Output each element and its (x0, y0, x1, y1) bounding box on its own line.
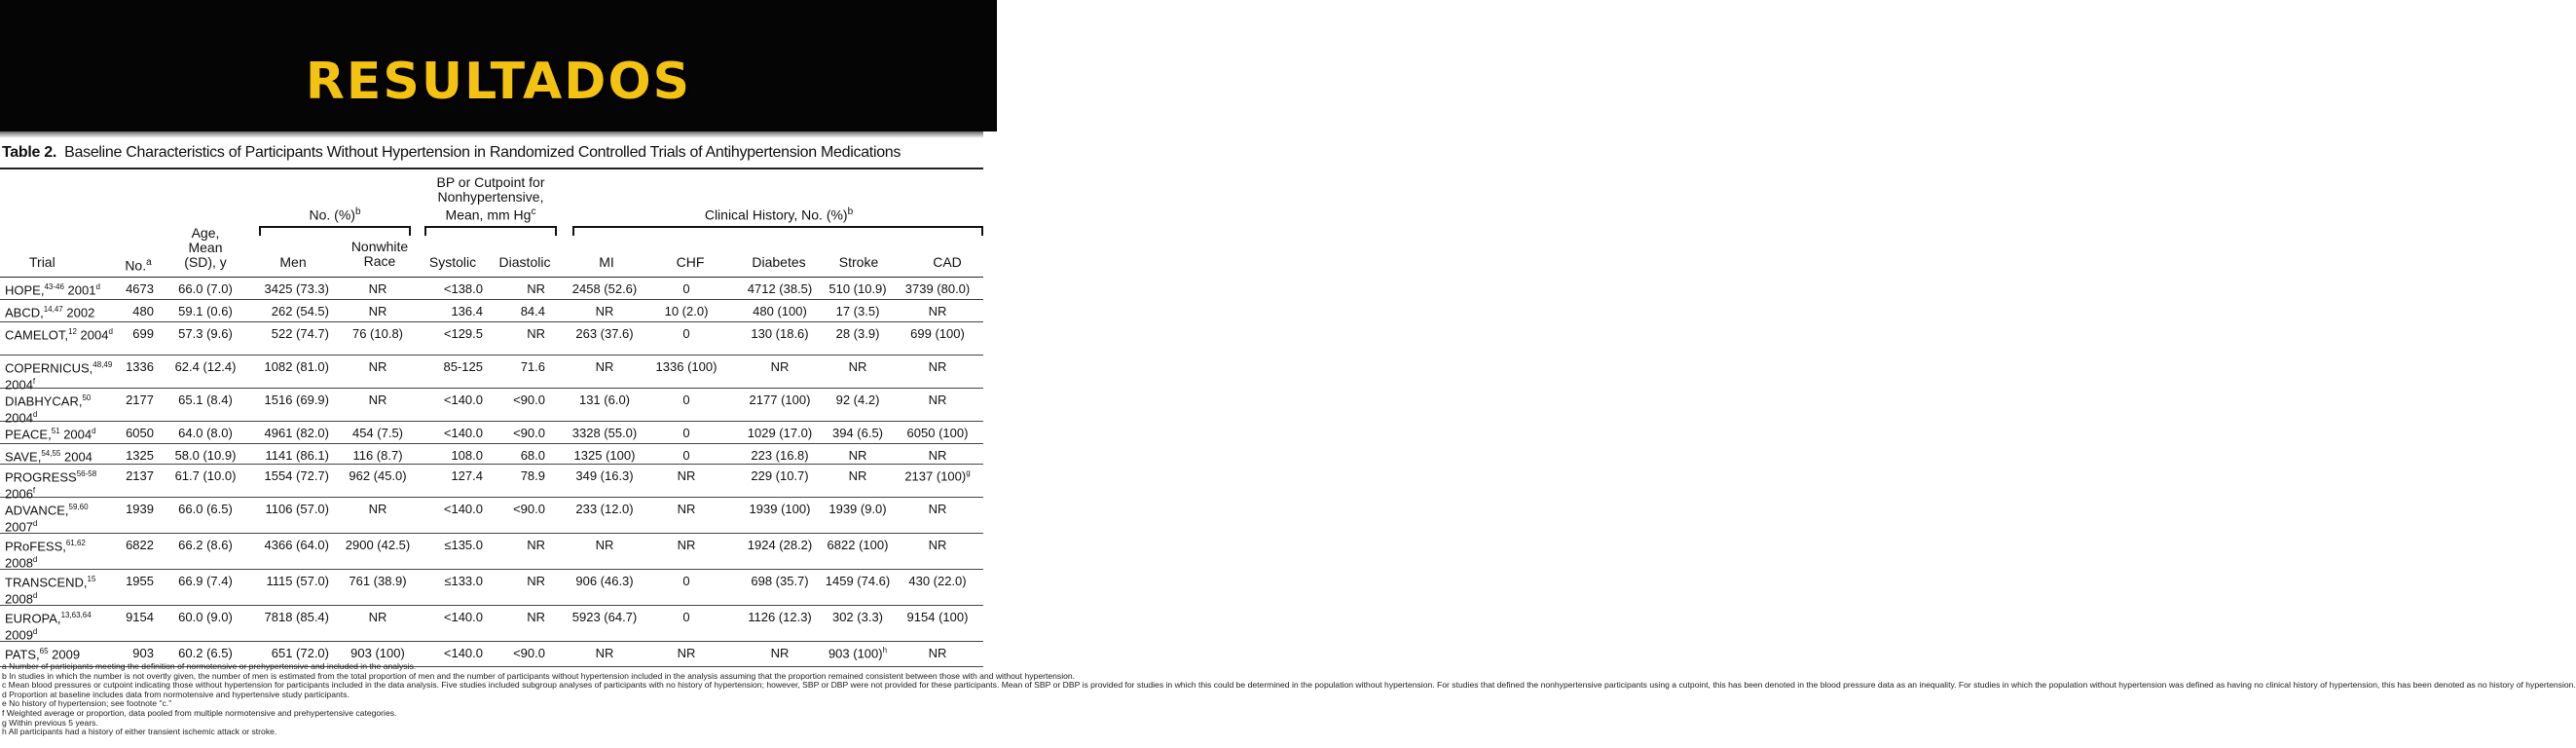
cell-systolic: 85-125 (443, 359, 483, 374)
cell-nonwhite: NR (368, 304, 387, 318)
header-mi: MI (599, 254, 614, 270)
table-row (0, 606, 983, 642)
cell-stroke: 1459 (74.6) (825, 574, 891, 588)
footnote: a Number of participants meeting the definition of normotensive or prehypertensive and included in the analysis. (2, 661, 417, 671)
cell-no: 1325 (126, 448, 154, 463)
cell-diabetes: 1029 (17.0) (747, 426, 813, 440)
cell-age: 60.0 (9.0) (178, 610, 233, 624)
cell-trial: ABCD,$^{14,47}$ 2002 (5, 305, 95, 320)
table-row (0, 498, 983, 534)
cell-diabetes: 130 (18.6) (751, 326, 809, 341)
header-diabetes: Diabetes (752, 254, 806, 270)
cell-cad: 699 (100) (910, 326, 965, 341)
table-row (0, 355, 983, 393)
cell-chf: 0 (682, 426, 690, 440)
header-group-no: No. (%)$^b$ (309, 206, 361, 223)
cell-diabetes: 1924 (28.2) (747, 538, 813, 552)
cell-trial: PROGRESS$^{56-58}$ 2006$^f$ (5, 469, 97, 502)
cell-diabetes: 223 (16.8) (751, 448, 809, 463)
footnote: h All participants had a history of either transient ischemic attack or stroke. (2, 727, 277, 737)
cell-diastolic: <90.0 (513, 426, 545, 440)
cell-men: 4961 (82.0) (264, 426, 329, 440)
cell-diabetes: 2177 (100) (749, 393, 811, 407)
cell-men: 1106 (57.0) (265, 502, 329, 516)
slide-title: RESULTADOS (305, 53, 692, 111)
cell-chf: 0 (682, 393, 690, 407)
cell-no: 1939 (126, 502, 154, 516)
cell-chf: 0 (682, 574, 690, 588)
cell-systolic: <138.0 (443, 281, 483, 296)
cell-nonwhite: NR (368, 281, 387, 296)
cell-nonwhite: NR (368, 610, 387, 624)
cell-chf: NR (677, 538, 696, 552)
cell-trial: SAVE,$^{54,55}$ 2004 (5, 449, 92, 465)
cell-nonwhite: NR (368, 359, 387, 374)
cell-stroke: 394 (6.5) (831, 426, 884, 440)
cell-chf: 0 (682, 448, 690, 463)
cell-no: 2137 (126, 468, 154, 483)
cell-nonwhite: 962 (45.0) (349, 468, 407, 483)
cell-mi: 3328 (55.0) (571, 426, 638, 440)
cell-age: 57.3 (9.6) (178, 326, 233, 341)
cell-mi: 1325 (100) (573, 448, 636, 463)
cell-diabetes: 1939 (100) (749, 502, 811, 516)
cell-no: 699 (132, 326, 154, 341)
cell-stroke: 903 $(100)^h$ (828, 646, 888, 661)
cell-men: 1554 (72.7) (264, 468, 329, 483)
cell-trial: PEACE,$^{51}$ 2004$^d$ (5, 427, 96, 442)
cell-mi: 233 (12.0) (575, 502, 634, 516)
cell-no: 4673 (126, 281, 154, 296)
cell-trial: TRANSCEND,$^{15}$ 2008$^d$ (5, 575, 96, 607)
header-diastolic: Diastolic (498, 254, 551, 270)
cell-chf: 0 (682, 326, 690, 341)
header-no: No.$^a$ (125, 257, 152, 274)
cell-systolic: <129.5 (443, 326, 483, 341)
cell-trial: EUROPA,$^{13,63,64}$ 2009$^d$ (5, 611, 92, 643)
header-cad: CAD (933, 254, 962, 270)
cell-diastolic: <90.0 (513, 646, 545, 660)
table-row (0, 444, 983, 465)
cell-no: 6050 (126, 426, 154, 440)
table-row (0, 300, 983, 322)
cell-age: 66.9 (7.4) (178, 574, 233, 588)
footnote: g Within previous 5 years. (2, 717, 98, 728)
cell-diabetes: 4712 (38.5) (747, 281, 813, 296)
cell-cad: 430 (22.0) (908, 574, 967, 588)
cell-trial: PATS,$^{65}$ 2009 (5, 647, 81, 662)
header-group-bp: BP or Cutpoint for Nonhypertensive, Mean, mm Hg$^c$ (436, 174, 545, 223)
cell-diabetes: 229 (10.7) (751, 468, 809, 483)
cell-mi: NR (595, 359, 614, 374)
cell-cad: 2137 $(100)^g$ (904, 468, 971, 484)
header-systolic: Systolic (428, 254, 477, 270)
cell-stroke: 28 (3.9) (835, 326, 880, 341)
cell-trial: HOPE,$^{43-46}$ 2001$^d$ (5, 282, 100, 298)
cell-no: 2177 (126, 393, 154, 407)
header-group-clinical-bracket (572, 226, 983, 236)
cell-chf: 1336 (100) (655, 359, 718, 374)
cell-men: 1516 (69.9) (264, 393, 329, 407)
cell-systolic: 136.4 (451, 304, 483, 318)
cell-age: 66.2 (8.6) (178, 538, 233, 552)
cell-mi: 349 (16.3) (575, 468, 634, 483)
cell-men: 1115 (57.0) (266, 574, 329, 588)
cell-age: 58.0 (10.9) (174, 448, 237, 463)
cell-cad: NR (928, 502, 947, 516)
cell-chf: 0 (682, 281, 690, 296)
cell-cad: NR (928, 538, 947, 552)
cell-chf: 10 (2.0) (664, 304, 709, 318)
cell-nonwhite: 116 (8.7) (352, 448, 403, 463)
cell-chf: 0 (682, 610, 690, 624)
cell-chf: NR (677, 646, 696, 660)
cell-diabetes: NR (770, 646, 790, 660)
cell-no: 903 (132, 646, 154, 660)
cell-mi: 263 (37.6) (575, 326, 634, 341)
cell-men: 1141 (86.1) (265, 448, 329, 463)
cell-stroke: 92 (4.2) (835, 393, 880, 407)
cell-nonwhite: 761 (38.9) (349, 574, 407, 588)
table-footnotes (2, 661, 2576, 737)
cell-diastolic: 68.0 (520, 448, 545, 463)
cell-age: 62.4 (12.4) (174, 359, 237, 374)
cell-diastolic: NR (527, 538, 545, 552)
header-trial: Trial (29, 254, 55, 270)
table-caption-text: Baseline Characteristics of Participants Without Hypertension in Randomized Controlled Trials of Antihypertension Medications (64, 144, 902, 161)
cell-diastolic: 71.6 (520, 359, 545, 374)
header-group-bp-bracket (424, 226, 557, 236)
cell-nonwhite: 903 (100) (350, 646, 405, 660)
cell-trial: PRoFESS,$^{61,62}$ 2008$^d$ (5, 539, 86, 571)
table-row (0, 534, 983, 570)
table-row (0, 322, 983, 355)
cell-stroke: 6822 (100) (827, 538, 889, 552)
banner-shadow (0, 131, 983, 138)
cell-systolic: <140.0 (443, 610, 483, 624)
cell-no: 9154 (126, 610, 154, 624)
table-row (0, 570, 983, 606)
table-row (0, 389, 983, 426)
cell-systolic: 108.0 (451, 448, 483, 463)
cell-diabetes: 698 (35.7) (751, 574, 809, 588)
cell-trial: DIABHYCAR,$^{50}$ 2004$^d$ (5, 393, 92, 426)
footnote: c Mean blood pressures or cutpoint indicating those without hypertension for participants included in the data analysis. Five studies included subgroup analyses of participants with no history of hypertension; however, SBP or DBP were not provided for these participants. Mean of SBP or DBP is provided for studies in which this could be determined in the population without hypertension. For studies that defined the nonhypertensive participants using a cutpoint, this has been denoted in the blood pressure data as an inequality. For studies in which the population without hypertension was defined as having no clinical history of hypertension, this has been denoted as no history of hypertension. (2, 680, 2576, 691)
cell-nonwhite: NR (368, 502, 387, 516)
cell-nonwhite: 76 (10.8) (351, 326, 404, 341)
table-row (0, 422, 983, 444)
cell-diastolic: <90.0 (513, 393, 545, 407)
cell-stroke: NR (848, 359, 867, 374)
cell-systolic: <140.0 (443, 393, 483, 407)
cell-no: 480 (132, 304, 154, 318)
caption-rule (0, 168, 983, 169)
cell-mi: 906 (46.3) (575, 574, 634, 588)
header-nonwhite: Nonwhite Race (350, 239, 409, 269)
cell-no: 1336 (126, 359, 154, 374)
cell-age: 64.0 (8.0) (178, 426, 233, 440)
cell-systolic: <140.0 (443, 502, 483, 516)
cell-diastolic: NR (527, 610, 545, 624)
cell-mi: 5923 (64.7) (571, 610, 638, 624)
footnote: e No history of hypertension; see footnote "c." (2, 698, 172, 709)
footnote: d Proportion at baseline includes data from normotensive and hypertensive study participants. (2, 689, 350, 699)
header-men: Men (279, 254, 307, 270)
cell-diabetes: 1126 (12.3) (748, 610, 812, 624)
table-row (0, 278, 983, 300)
cell-age: 61.7 (10.0) (174, 468, 237, 483)
cell-mi: 2458 (52.6) (571, 281, 638, 296)
cell-no: 1955 (126, 574, 154, 588)
cell-diastolic: 78.9 (520, 468, 545, 483)
cell-age: 59.1 (0.6) (178, 304, 233, 318)
cell-age: 66.0 (6.5) (178, 502, 233, 516)
cell-men: 7818 (85.4) (264, 610, 329, 624)
header-stroke: Stroke (838, 254, 879, 270)
cell-cad: 6050 (100) (906, 426, 969, 440)
cell-trial: ADVANCE,$^{59,60}$ 2007$^d$ (5, 503, 89, 535)
table-caption-label: Table 2. (2, 144, 56, 161)
table-row (0, 465, 983, 502)
cell-diabetes: 480 (100) (753, 304, 807, 318)
cell-age: 60.2 (6.5) (178, 646, 233, 660)
cell-nonwhite: 2900 (42.5) (345, 538, 411, 552)
cell-diastolic: <90.0 (513, 502, 545, 516)
cell-diastolic: 84.4 (520, 304, 545, 318)
cell-cad: NR (928, 393, 947, 407)
cell-stroke: 510 (10.9) (828, 281, 887, 296)
cell-stroke: NR (848, 468, 867, 483)
cell-systolic: <140.0 (443, 426, 483, 440)
cell-cad: NR (928, 646, 947, 660)
table-body (0, 278, 983, 667)
header-group-no-bracket (259, 226, 411, 236)
cell-nonwhite: NR (368, 393, 387, 407)
cell-stroke: 17 (3.5) (835, 304, 880, 318)
cell-men: 262 (54.5) (271, 304, 329, 318)
cell-systolic: 127.4 (451, 468, 483, 483)
cell-men: 522 (74.7) (271, 326, 329, 341)
cell-cad: 9154 (100) (906, 610, 969, 624)
cell-diastolic: NR (527, 326, 545, 341)
cell-diabetes: NR (770, 359, 790, 374)
cell-stroke: 302 (3.3) (831, 610, 884, 624)
cell-trial: COPERNICUS,$^{48,49}$ 2004$^f$ (5, 360, 113, 393)
header-group-clinical: Clinical History, No. (%)$^b$ (704, 206, 854, 223)
cell-cad: NR (928, 359, 947, 374)
cell-men: 651 (72.0) (271, 646, 329, 660)
cell-no: 6822 (126, 538, 154, 552)
cell-systolic: ≤135.0 (444, 538, 483, 552)
cell-age: 65.1 (8.4) (178, 393, 233, 407)
cell-stroke: NR (848, 448, 867, 463)
cell-diastolic: NR (527, 574, 545, 588)
cell-men: 4366 (64.0) (264, 538, 329, 552)
cell-systolic: ≤133.0 (444, 574, 483, 588)
cell-mi: NR (595, 304, 614, 318)
header-age: Age, Mean (SD), y (184, 225, 227, 270)
table-caption (2, 144, 985, 162)
cell-chf: NR (677, 502, 696, 516)
cell-systolic: <140.0 (443, 646, 483, 660)
cell-cad: 3739 (80.0) (904, 281, 971, 296)
cell-age: 66.0 (7.0) (178, 281, 233, 296)
cell-stroke: 1939 (9.0) (828, 502, 887, 516)
cell-trial: CAMELOT,$^{12}$ 2004$^d$ (5, 327, 113, 343)
cell-men: 1082 (81.0) (264, 359, 329, 374)
cell-cad: NR (928, 448, 947, 463)
cell-mi: NR (595, 538, 614, 552)
header-chf: CHF (676, 254, 705, 270)
footnote: f Weighted average or proportion, data pooled from multiple normotensive and prehypertensive categories. (2, 707, 397, 718)
cell-cad: NR (928, 304, 947, 318)
cell-mi: NR (595, 646, 614, 660)
cell-mi: 131 (6.0) (578, 393, 631, 407)
footnote: b In studies in which the number is not overtly given, the number of men is estimated from the total proportion of men and the number of participants without hypertension included in the analysis assuming that the proportion remained consistent between those with and without hypertension. (2, 670, 1076, 681)
cell-diastolic: NR (527, 281, 545, 296)
cell-nonwhite: 454 (7.5) (351, 426, 404, 440)
cell-chf: NR (677, 468, 696, 483)
cell-men: 3425 (73.3) (264, 281, 329, 296)
